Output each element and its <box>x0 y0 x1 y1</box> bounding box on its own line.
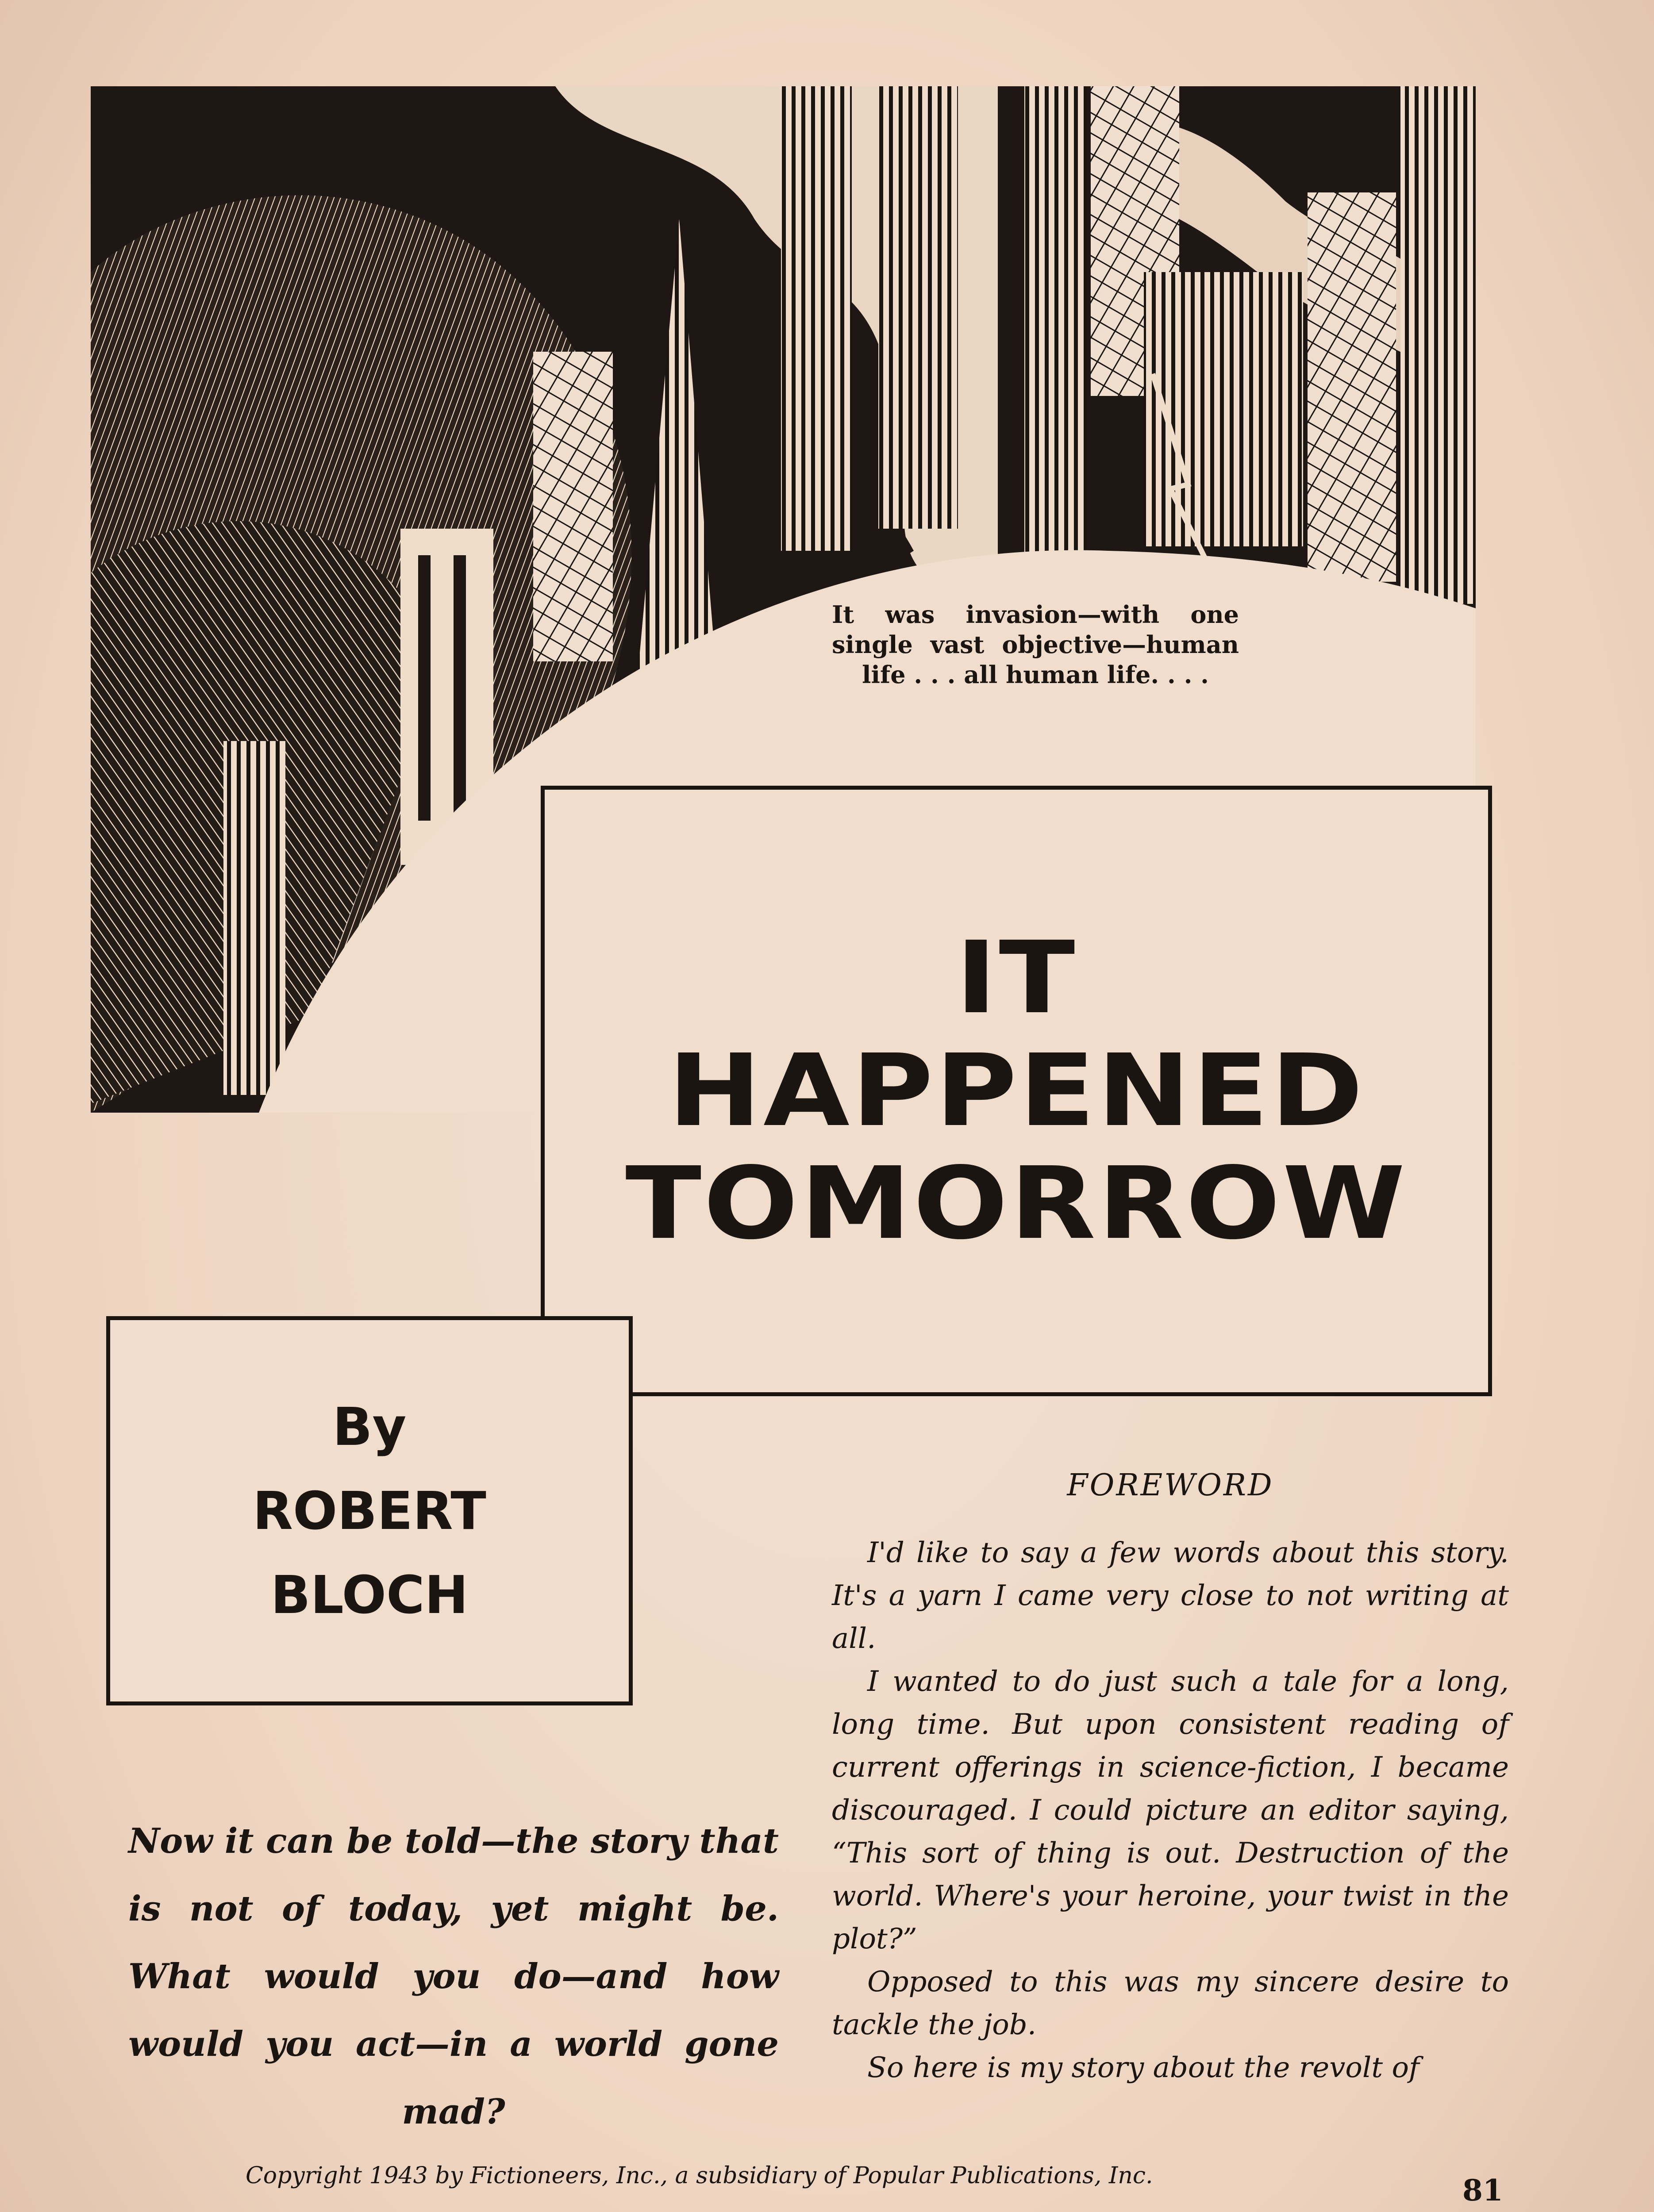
illustration-caption: It was invasion—with one single vast objective—human life . . . all human life. . . . <box>832 600 1239 689</box>
author-last-name: BLOCH <box>270 1564 469 1625</box>
foreword-paragraph: Opposed to this was my sincere desire to tackle the job. <box>832 1966 1509 2041</box>
story-blurb: Now it can be told—the story that is not of today, yet might be. What would you do—and how would you act—in a world gone mad? <box>128 1821 779 2132</box>
story-title-box <box>541 786 1492 1396</box>
title-line-1: IT <box>955 920 1077 1036</box>
foreword-paragraph: So here is my story about the revolt of <box>867 2051 1419 2084</box>
foreword-paragraph: I'd like to say a few words about this story. It's a yarn I came very close to not writing at all. <box>832 1536 1509 1655</box>
byline-box <box>106 1316 633 1705</box>
byline-by: By <box>332 1396 407 1457</box>
foreword-heading: FOREWORD <box>1067 1468 1274 1503</box>
title-line-2: HAPPENED <box>668 1033 1365 1149</box>
title-line-3: TOMORROW <box>625 1145 1408 1262</box>
copyright-notice: Copyright 1943 by Fictioneers, Inc., a subsidiary of Popular Publications, Inc. <box>246 2162 1153 2189</box>
author-first-name: ROBERT <box>253 1480 486 1541</box>
foreword-text <box>832 1532 1509 2089</box>
foreword-paragraph: I wanted to do just such a tale for a long, long time. But upon consistent reading of current offerings in science-fiction, I became discouraged. I could picture an editor saying, “This sort of thing is out. Destruction of the world. Where's your heroine, your twist in the plot?” <box>832 1665 1509 1955</box>
page-number: 81 <box>1462 2173 1503 2208</box>
